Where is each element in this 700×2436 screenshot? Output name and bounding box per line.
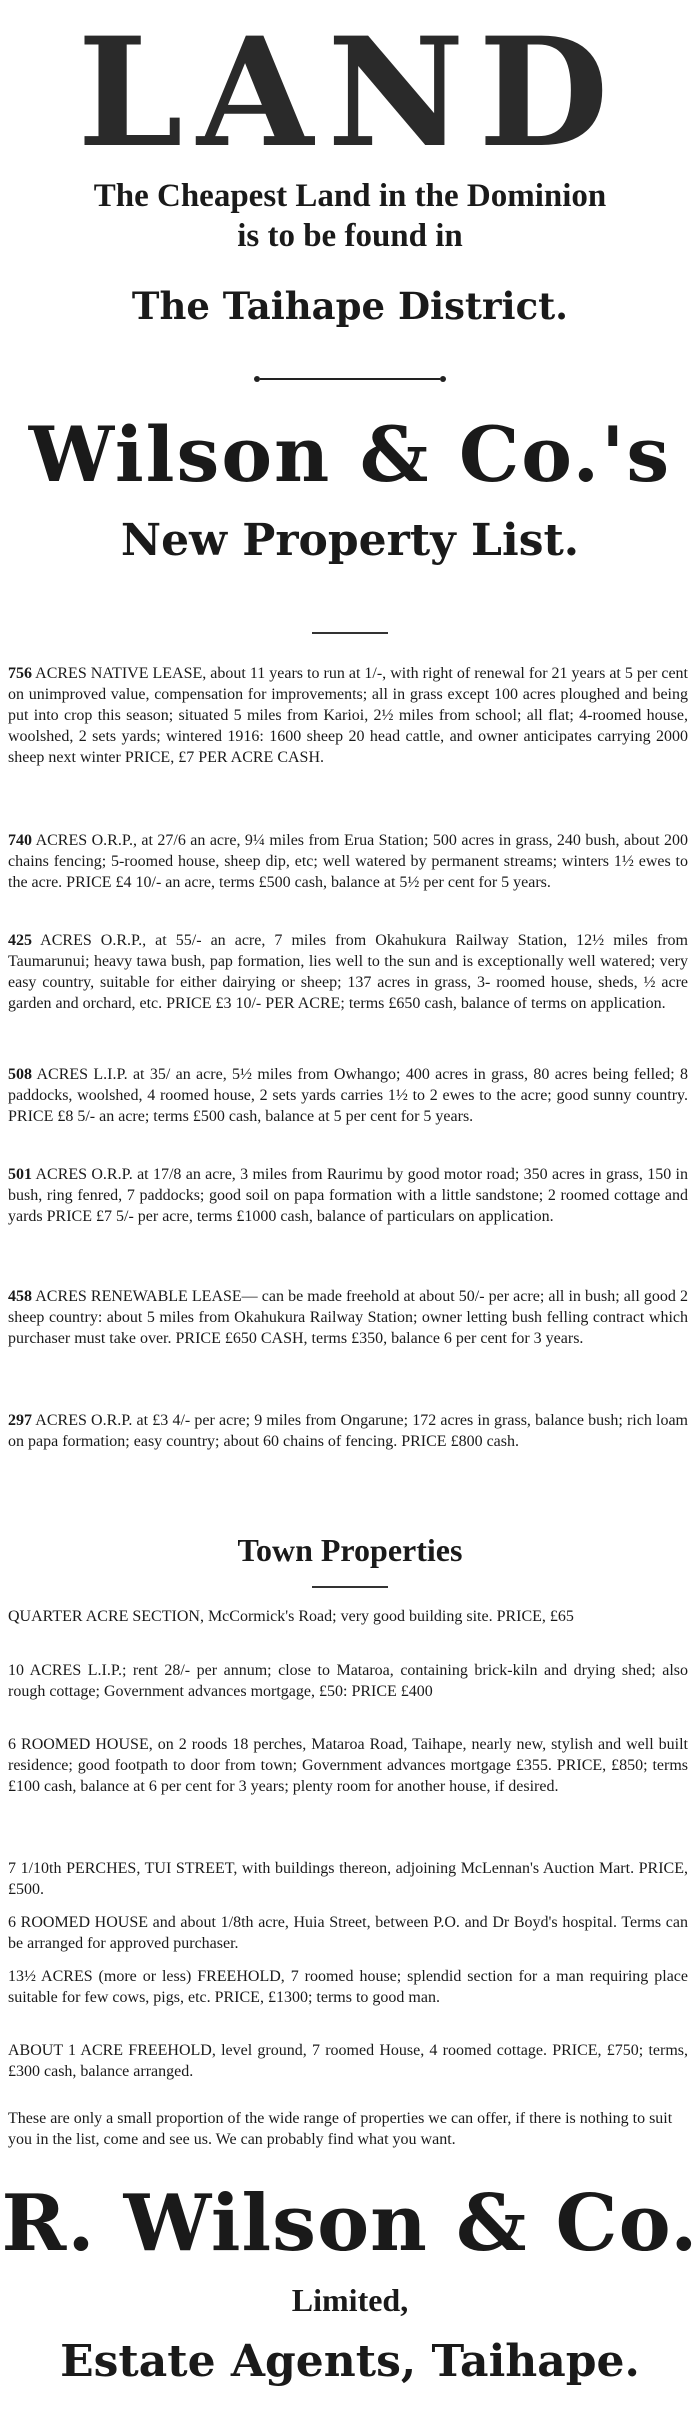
town-item: 7 1/10th PERCHES, TUI STREET, with buildings thereon, adjoining McLennan's Auction Mart. PRICE, £500. (8, 1860, 688, 1898)
listing-acreage: 508 (8, 1066, 32, 1083)
listing-text: ACRES O.R.P. at £3 4/- per acre; 9 miles from Ongarune; 172 acres in grass, balance bush; rich loam on papa formation; easy country; about 60 chains of fencing. PRICE £800 cash. (8, 1412, 689, 1450)
listing-item (8, 663, 688, 768)
listing-acreage: 740 (8, 832, 32, 849)
town-item: 13½ ACRES (more or less) FREEHOLD, 7 roomed house; splendid section for a man requiring place suitable for few cows, pigs, etc. PRICE, £1300; terms to good man. (8, 1968, 688, 2006)
listing-acreage: 501 (8, 1166, 32, 1183)
listing-text: ACRES L.I.P. at 35/ an acre, 5½ miles from Owhango; 400 acres in grass, 80 acres being felled; 8 paddocks, woolshed, 4 roomed house, 2 sets yards carries 1½ to 2 ewes to the acre; good sunny country. PRICE £8 5/- an acre; terms £500 cash, balance at 5 per cent for 5 years. (8, 1066, 689, 1125)
listing-acreage: 458 (8, 1288, 32, 1305)
listing-text: ACRES NATIVE LEASE, about 11 years to run at 1/-, with right of renewal for 21 years at 5 per cent on unimproved value, compensation for improvements; all in grass except 100 acres ploughed and being put into crop this season; situated 5 miles from Karioi, 2½ miles from school; all flat; 4-roomed house, woolshed, 2 sets yards; wintered 1916: 1600 sheep 20 head cattle, and owner anticipates carrying 2000 sheep next winter PRICE, £7 PER ACRE CASH. (8, 665, 689, 766)
listing-item (8, 1286, 688, 1349)
property-list-title: New Property List. (120, 515, 580, 566)
listing-item (8, 1164, 688, 1227)
tagline-line-1: The Cheapest Land in the Dominion (93, 178, 607, 214)
listing-item (8, 1064, 688, 1127)
footer-estate-agents: Estate Agents, Taihape. (60, 2336, 640, 2387)
listing-acreage: 297 (8, 1412, 32, 1429)
town-item: 10 ACRES L.I.P.; rent 28/- per annum; close to Mataroa, containing brick-kiln and drying shed; also rough cottage; Government advances mortgage, £50: PRICE £400 (8, 1662, 688, 1700)
ornamental-rule (260, 378, 440, 380)
listing-acreage: 425 (8, 932, 32, 949)
listing-text: ACRES RENEWABLE LEASE— can be made freehold at about 50/- per acre; all in bush; all good 2 sheep country: about 5 miles from Okahukura Railway Station; owner letting bush felling contract which purchaser must take over. PRICE £650 CASH, terms £350, balance 6 per cent for 3 years. (8, 1288, 689, 1347)
listing-text: ACRES O.R.P., at 27/6 an acre, 9¼ miles from Erua Station; 500 acres in grass, 240 bush, about 200 chains fencing; 5-roomed house, sheep dip, etc; well watered by permanent streams; winters 1½ ewes to the acre. PRICE £4 10/- an acre, terms £500 cash, balance at 5½ per cent for 5 years. (8, 832, 689, 891)
footer-limited: Limited, (291, 2282, 409, 2318)
town-properties-heading: Town Properties (237, 1532, 463, 1568)
listing-item (8, 1410, 688, 1452)
town-item: 6 ROOMED HOUSE, on 2 roods 18 perches, Mataroa Road, Taihape, nearly new, stylish and well built residence; good footpath to door from town; Government advances mortgage £355. PRICE, £850; terms £100 cash, balance at 6 per cent for 3 years; plenty room for another house, if desired. (8, 1736, 688, 1795)
footer-firm-name: R. Wilson & Co. (1, 2178, 699, 2269)
divider-rule (312, 632, 388, 634)
town-item: 6 ROOMED HOUSE and about 1/8th acre, Huia Street, between P.O. and Dr Boyd's hospital. Terms can be arranged for approved purchaser. (8, 1914, 688, 1952)
listing-item (8, 830, 688, 893)
town-item: QUARTER ACRE SECTION, McCormick's Road; very good building site. PRICE, £65 (8, 1608, 574, 1625)
tagline-line-2: is to be found in (237, 218, 463, 254)
firm-name-heading: Wilson & Co.'s (28, 410, 672, 499)
listing-text: ACRES O.R.P. at 17/8 an acre, 3 miles from Raurimu by good motor road; 350 acres in grass, 150 in bush, ring fenred, 7 paddocks; good soil on papa formation with a little sandstone; 2 roomed cottage and yards PRICE £7 5/- per acre, terms £1000 cash, balance of particulars on application. (8, 1166, 688, 1225)
divider-rule (312, 1586, 388, 1588)
town-item: ABOUT 1 ACRE FREEHOLD, level ground, 7 roomed House, 4 roomed cottage. PRICE, £750; terms, £300 cash, balance arranged. (8, 2042, 688, 2080)
listing-item (8, 930, 688, 1014)
tagline (0, 176, 700, 256)
closing-note: These are only a small proportion of the wide range of properties we can offer, if there is nothing to suit you in the list, come and see us. We can probably find what you want. (8, 2110, 673, 2148)
listing-text: ACRES O.R.P., at 55/- an acre, 7 miles from Okahukura Railway Station, 12½ miles from Taumarunui; heavy tawa bush, pap formation, lies well to the sun and is exceptionally well watered; very easy country, suitable for either dairying or sheep; 137 acres in grass, 3- roomed house, sheds, ½ acre garden and orchard, etc. PRICE £3 10/- PER ACRE; terms £650 cash, balance of terms on application. (8, 932, 689, 1012)
headline-land: LAND (77, 5, 623, 181)
listing-acreage: 756 (8, 665, 32, 682)
district-heading: The Taihape District. (131, 284, 569, 328)
